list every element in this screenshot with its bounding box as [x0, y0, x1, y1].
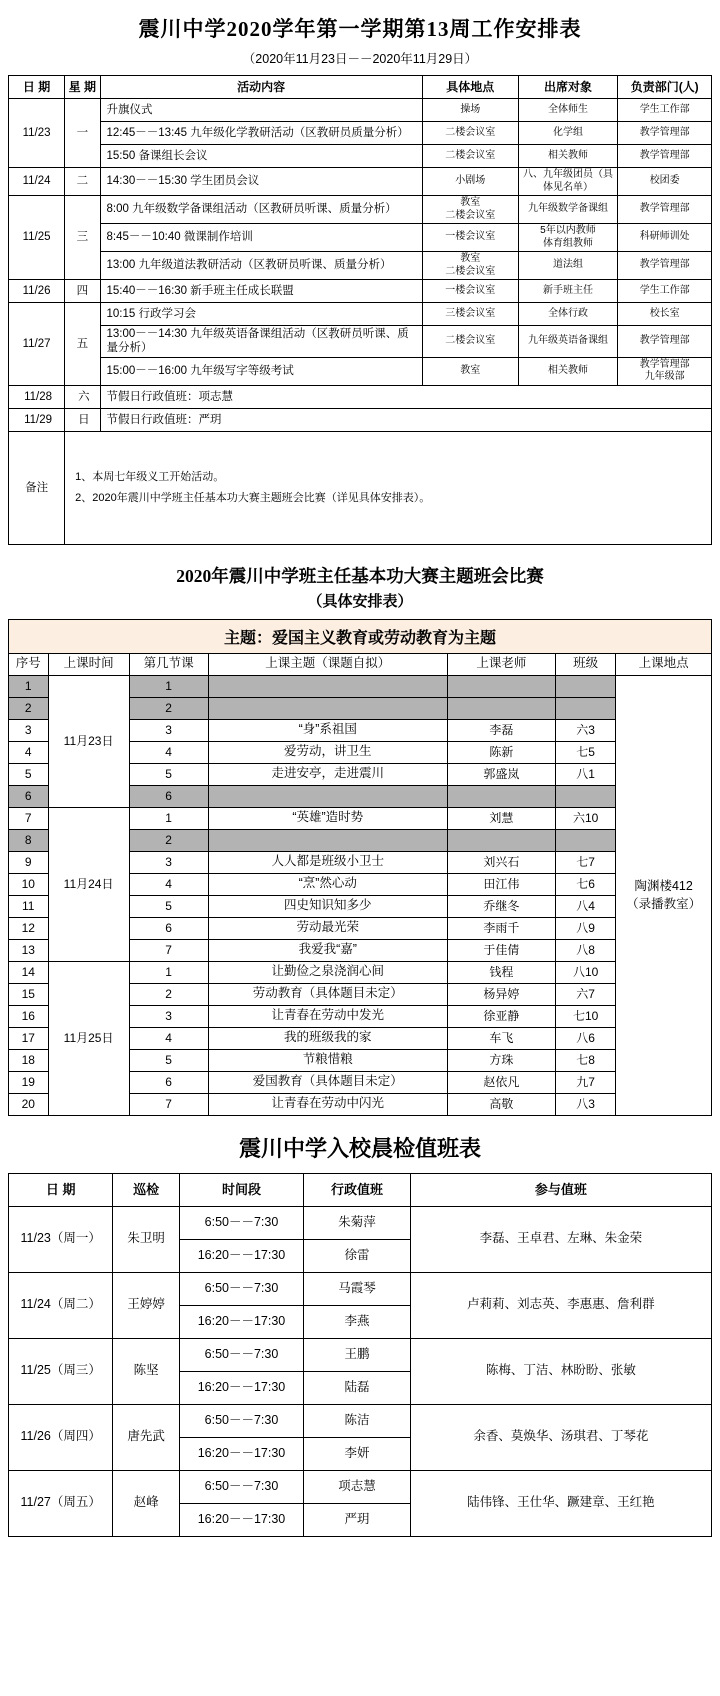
cell-period: 6 — [129, 785, 208, 807]
cell-admin-duty: 马霞琴 — [304, 1272, 410, 1305]
cell-admin-duty: 朱菊萍 — [304, 1206, 410, 1239]
cell-class: 九7 — [555, 1071, 615, 1093]
cell-class — [555, 829, 615, 851]
cell-department: 教学管理部 九年级部 — [618, 357, 712, 385]
cell-participants: 陈梅、丁洁、林盼盼、张敏 — [410, 1338, 711, 1404]
cell-topic: 劳动最光荣 — [208, 917, 447, 939]
class-meeting-table — [8, 653, 712, 1116]
cell-department: 教学管理部 — [618, 122, 712, 145]
cell-class — [555, 675, 615, 697]
table-row — [9, 1404, 712, 1437]
cell-teacher: 陈新 — [447, 741, 555, 763]
cell-period: 3 — [129, 1005, 208, 1027]
cell-teacher: 刘慧 — [447, 807, 555, 829]
cell-patrol: 陈坚 — [113, 1338, 179, 1404]
cell-attendees: 全体师生 — [518, 99, 618, 122]
cell-teacher — [447, 785, 555, 807]
cell-duty-note: 节假日行政值班：项志慧 — [100, 385, 712, 408]
cell-no: 18 — [9, 1049, 49, 1071]
cell-date: 11/23 — [9, 99, 65, 168]
cell-topic — [208, 697, 447, 719]
cell-topic: 爱国教育（具体题目未定） — [208, 1071, 447, 1093]
cell-class: 八10 — [555, 961, 615, 983]
cell-date: 11/25 — [9, 196, 65, 280]
cell-place: 一楼会议室 — [422, 224, 518, 252]
cell-topic — [208, 675, 447, 697]
cell-weekday: 日 — [65, 408, 100, 431]
cell-class — [555, 697, 615, 719]
col-timeslot: 时间段 — [179, 1173, 304, 1206]
cell-place: 一楼会议室 — [422, 280, 518, 303]
col-participants: 参与值班 — [410, 1173, 711, 1206]
cell-class: 七5 — [555, 741, 615, 763]
cell-place: 二楼会议室 — [422, 145, 518, 168]
col-weekday: 星 期 — [65, 76, 100, 99]
remark-text: 1、本周七年级义工开始活动。 2、2020年震川中学班主任基本功大赛主题班会比赛（详见具体安排表）。 — [65, 431, 712, 544]
cell-teacher: 乔继冬 — [447, 895, 555, 917]
cell-department: 教学管理部 — [618, 252, 712, 280]
cell-date: 11/29 — [9, 408, 65, 431]
cell-admin-duty: 李妍 — [304, 1437, 410, 1470]
cell-class: 八3 — [555, 1093, 615, 1115]
cell-activity: 13:00 九年级道法教研活动（区教研员听课、质量分析） — [100, 252, 422, 280]
cell-admin-duty: 王鹏 — [304, 1338, 410, 1371]
cell-activity: 升旗仪式 — [100, 99, 422, 122]
cell-period: 4 — [129, 1027, 208, 1049]
cell-no: 9 — [9, 851, 49, 873]
cell-period: 4 — [129, 873, 208, 895]
cell-attendees: 九年级英语备课组 — [518, 326, 618, 358]
cell-department: 学生工作部 — [618, 280, 712, 303]
cell-no: 15 — [9, 983, 49, 1005]
cell-no: 17 — [9, 1027, 49, 1049]
cell-place: 二楼会议室 — [422, 326, 518, 358]
cell-no: 11 — [9, 895, 49, 917]
cell-activity: 15:50 备课组长会议 — [100, 145, 422, 168]
cell-class: 八4 — [555, 895, 615, 917]
cell-period: 6 — [129, 1071, 208, 1093]
remark-label: 备注 — [9, 431, 65, 544]
cell-date: 11/24（周二） — [9, 1272, 113, 1338]
cell-place: 教室 二楼会议室 — [422, 196, 518, 224]
cell-place: 三楼会议室 — [422, 303, 518, 326]
cell-teacher: 于佳倩 — [447, 939, 555, 961]
cell-timeslot: 16:20－－17:30 — [179, 1305, 304, 1338]
cell-class: 八1 — [555, 763, 615, 785]
cell-activity: 14:30－－15:30 学生团员会议 — [100, 168, 422, 196]
cell-date: 11/23（周一） — [9, 1206, 113, 1272]
cell-teacher — [447, 675, 555, 697]
col-date: 日 期 — [9, 1173, 113, 1206]
cell-period: 2 — [129, 829, 208, 851]
table-row — [9, 1470, 712, 1503]
cell-duty-note: 节假日行政值班：严玥 — [100, 408, 712, 431]
table-row-weekend — [9, 408, 712, 431]
cell-place: 小剧场 — [422, 168, 518, 196]
table-row — [9, 99, 712, 122]
col-period: 第几节课 — [129, 653, 208, 675]
cell-teacher: 李雨千 — [447, 917, 555, 939]
cell-class: 八8 — [555, 939, 615, 961]
cell-patrol: 唐先武 — [113, 1404, 179, 1470]
cell-participants: 卢莉莉、刘志英、李惠惠、詹利群 — [410, 1272, 711, 1338]
cell-period: 3 — [129, 851, 208, 873]
cell-period: 7 — [129, 1093, 208, 1115]
cell-class: 七10 — [555, 1005, 615, 1027]
cell-date: 11/27（周五） — [9, 1470, 113, 1536]
cell-no: 20 — [9, 1093, 49, 1115]
cell-date: 11/27 — [9, 303, 65, 386]
table-row — [9, 807, 712, 829]
cell-teacher: 徐亚静 — [447, 1005, 555, 1027]
col-content: 活动内容 — [100, 76, 422, 99]
cell-admin-duty: 徐雷 — [304, 1239, 410, 1272]
cell-period: 1 — [129, 675, 208, 697]
table-header-row — [9, 653, 712, 675]
cell-attendees: 新手班主任 — [518, 280, 618, 303]
page-title-morning-check: 震川中学入校晨检值班表 — [238, 1135, 481, 1161]
cell-patrol: 赵峰 — [113, 1470, 179, 1536]
table-row — [9, 145, 712, 168]
cell-activity: 8:45－－10:40 微课制作培训 — [100, 224, 422, 252]
cell-teacher: 田江伟 — [447, 873, 555, 895]
cell-timeslot: 6:50－－7:30 — [179, 1206, 304, 1239]
col-topic: 上课主题（课题自拟） — [208, 653, 447, 675]
table-row — [9, 168, 712, 196]
cell-department: 教学管理部 — [618, 196, 712, 224]
cell-class: 六3 — [555, 719, 615, 741]
cell-department: 学生工作部 — [618, 99, 712, 122]
cell-admin-duty: 陆磊 — [304, 1371, 410, 1404]
week-schedule-table — [8, 75, 712, 545]
page-title-week-schedule: 震川中学2020学年第一学期第13周工作安排表 — [138, 17, 582, 41]
table-header-row — [9, 76, 712, 99]
cell-teacher: 钱程 — [447, 961, 555, 983]
cell-department: 校长室 — [618, 303, 712, 326]
cell-period: 6 — [129, 917, 208, 939]
cell-class: 七8 — [555, 1049, 615, 1071]
table-row — [9, 675, 712, 697]
cell-topic: 我爱我“嘉” — [208, 939, 447, 961]
cell-admin-duty: 陈洁 — [304, 1404, 410, 1437]
cell-no: 3 — [9, 719, 49, 741]
cell-place: 教室 — [422, 357, 518, 385]
col-date: 日 期 — [9, 76, 65, 99]
table-row — [9, 196, 712, 224]
col-department: 负责部门(人) — [618, 76, 712, 99]
cell-teacher — [447, 697, 555, 719]
cell-no: 5 — [9, 763, 49, 785]
table-row — [9, 1272, 712, 1305]
cell-teacher: 刘兴石 — [447, 851, 555, 873]
cell-activity: 15:00－－16:00 九年级写字等级考试 — [100, 357, 422, 385]
cell-period: 5 — [129, 895, 208, 917]
cell-weekday: 四 — [65, 280, 100, 303]
cell-weekday: 三 — [65, 196, 100, 280]
cell-date: 11/26（周四） — [9, 1404, 113, 1470]
cell-no: 12 — [9, 917, 49, 939]
cell-no: 2 — [9, 697, 49, 719]
cell-teacher: 高敬 — [447, 1093, 555, 1115]
cell-period: 2 — [129, 983, 208, 1005]
theme-banner: 主题：爱国主义教育或劳动教育为主题 — [8, 619, 712, 653]
cell-topic — [208, 785, 447, 807]
cell-topic: 走进安亭，走进震川 — [208, 763, 447, 785]
cell-teacher: 郭盛岚 — [447, 763, 555, 785]
table-row-remark — [9, 431, 712, 544]
cell-no: 4 — [9, 741, 49, 763]
cell-timeslot: 16:20－－17:30 — [179, 1437, 304, 1470]
table-row — [9, 357, 712, 385]
cell-weekday: 二 — [65, 168, 100, 196]
cell-date: 11/25（周三） — [9, 1338, 113, 1404]
cell-department: 教学管理部 — [618, 326, 712, 358]
cell-department: 校团委 — [618, 168, 712, 196]
cell-place: 二楼会议室 — [422, 122, 518, 145]
cell-no: 10 — [9, 873, 49, 895]
cell-class: 八6 — [555, 1027, 615, 1049]
col-location: 上课地点 — [616, 653, 712, 675]
cell-activity: 15:40－－16:30 新手班主任成长联盟 — [100, 280, 422, 303]
cell-place: 操场 — [422, 99, 518, 122]
cell-weekday: 五 — [65, 303, 100, 386]
cell-no: 13 — [9, 939, 49, 961]
page-subtitle-class-meeting: （具体安排表） — [307, 593, 413, 610]
cell-topic: 让青春在劳动中发光 — [208, 1005, 447, 1027]
cell-period: 2 — [129, 697, 208, 719]
cell-topic: 让勤俭之泉浇润心间 — [208, 961, 447, 983]
table-row — [9, 280, 712, 303]
cell-attendees: 全体行政 — [518, 303, 618, 326]
cell-class: 六10 — [555, 807, 615, 829]
cell-timeslot: 16:20－－17:30 — [179, 1239, 304, 1272]
cell-topic: 劳动教育（具体题目未定） — [208, 983, 447, 1005]
cell-date: 11/26 — [9, 280, 65, 303]
table-row-weekend — [9, 385, 712, 408]
cell-class: 八9 — [555, 917, 615, 939]
cell-period: 4 — [129, 741, 208, 763]
cell-teacher: 方珠 — [447, 1049, 555, 1071]
cell-patrol: 朱卫明 — [113, 1206, 179, 1272]
cell-class — [555, 785, 615, 807]
cell-class-date: 11月24日 — [48, 807, 129, 961]
cell-topic: 四史知识知多少 — [208, 895, 447, 917]
cell-weekday: 一 — [65, 99, 100, 168]
week-date-range: （2020年11月23日－－2020年11月29日） — [242, 52, 478, 66]
cell-teacher: 杨异婷 — [447, 983, 555, 1005]
cell-topic: 人人都是班级小卫士 — [208, 851, 447, 873]
page-title-class-meeting: 2020年震川中学班主任基本功大赛主题班会比赛 — [176, 565, 544, 586]
col-class: 班级 — [555, 653, 615, 675]
table-header-row — [9, 1173, 712, 1206]
cell-activity: 13:00－－14:30 九年级英语备课组活动（区教研员听课、质量分析） — [100, 326, 422, 358]
table-row — [9, 224, 712, 252]
cell-patrol: 王婷婷 — [113, 1272, 179, 1338]
cell-no: 8 — [9, 829, 49, 851]
cell-weekday: 六 — [65, 385, 100, 408]
cell-admin-duty: 项志慧 — [304, 1470, 410, 1503]
cell-period: 5 — [129, 763, 208, 785]
cell-timeslot: 6:50－－7:30 — [179, 1338, 304, 1371]
cell-participants: 李磊、王卓君、左琳、朱金荣 — [410, 1206, 711, 1272]
table-row — [9, 122, 712, 145]
cell-admin-duty: 李燕 — [304, 1305, 410, 1338]
cell-participants: 余香、莫焕华、汤琪君、丁琴花 — [410, 1404, 711, 1470]
cell-attendees: 相关教师 — [518, 357, 618, 385]
cell-period: 5 — [129, 1049, 208, 1071]
cell-topic: “烹”然心动 — [208, 873, 447, 895]
table-row — [9, 1206, 712, 1239]
cell-activity: 10:15 行政学习会 — [100, 303, 422, 326]
cell-period: 3 — [129, 719, 208, 741]
cell-attendees: 九年级数学备课组 — [518, 196, 618, 224]
cell-location: 陶渊楼412 （录播教室） — [616, 675, 712, 1115]
cell-activity: 8:00 九年级数学备课组活动（区教研员听课、质量分析） — [100, 196, 422, 224]
cell-timeslot: 6:50－－7:30 — [179, 1404, 304, 1437]
table-row — [9, 303, 712, 326]
morning-check-table — [8, 1173, 712, 1537]
cell-class: 七7 — [555, 851, 615, 873]
cell-topic: 让青春在劳动中闪光 — [208, 1093, 447, 1115]
col-class-date: 上课时间 — [48, 653, 129, 675]
cell-timeslot: 6:50－－7:30 — [179, 1272, 304, 1305]
cell-department: 教学管理部 — [618, 145, 712, 168]
cell-place: 教室 二楼会议室 — [422, 252, 518, 280]
cell-topic: 节粮惜粮 — [208, 1049, 447, 1071]
col-teacher: 上课老师 — [447, 653, 555, 675]
cell-attendees: 化学组 — [518, 122, 618, 145]
cell-topic — [208, 829, 447, 851]
cell-participants: 陆伟锋、王仕华、蹶建章、王红艳 — [410, 1470, 711, 1536]
cell-class: 六7 — [555, 983, 615, 1005]
cell-teacher — [447, 829, 555, 851]
cell-no: 19 — [9, 1071, 49, 1093]
cell-no: 1 — [9, 675, 49, 697]
cell-attendees: 5年以内教师 体育组教师 — [518, 224, 618, 252]
col-attendees: 出席对象 — [518, 76, 618, 99]
table-row — [9, 961, 712, 983]
cell-no: 16 — [9, 1005, 49, 1027]
cell-timeslot: 16:20－－17:30 — [179, 1371, 304, 1404]
cell-timeslot: 6:50－－7:30 — [179, 1470, 304, 1503]
cell-class-date: 11月25日 — [48, 961, 129, 1115]
cell-attendees: 八、九年级团员（具体见名单） — [518, 168, 618, 196]
table-row — [9, 326, 712, 358]
cell-class-date: 11月23日 — [48, 675, 129, 807]
col-patrol: 巡检 — [113, 1173, 179, 1206]
cell-date: 11/28 — [9, 385, 65, 408]
cell-timeslot: 16:20－－17:30 — [179, 1503, 304, 1536]
cell-admin-duty: 严玥 — [304, 1503, 410, 1536]
cell-teacher: 车飞 — [447, 1027, 555, 1049]
col-no: 序号 — [9, 653, 49, 675]
cell-teacher: 李磊 — [447, 719, 555, 741]
cell-topic: 我的班级我的家 — [208, 1027, 447, 1049]
cell-attendees: 道法组 — [518, 252, 618, 280]
cell-topic: 爱劳动，讲卫生 — [208, 741, 447, 763]
cell-activity: 12:45－－13:45 九年级化学教研活动（区教研员质量分析） — [100, 122, 422, 145]
cell-date: 11/24 — [9, 168, 65, 196]
cell-topic: “身”系祖国 — [208, 719, 447, 741]
cell-department: 科研师训处 — [618, 224, 712, 252]
cell-teacher: 赵依凡 — [447, 1071, 555, 1093]
cell-period: 7 — [129, 939, 208, 961]
col-admin-duty: 行政值班 — [304, 1173, 410, 1206]
cell-no: 7 — [9, 807, 49, 829]
cell-topic: “英雄”造时势 — [208, 807, 447, 829]
cell-period: 1 — [129, 961, 208, 983]
cell-class: 七6 — [555, 873, 615, 895]
col-place: 具体地点 — [422, 76, 518, 99]
cell-no: 14 — [9, 961, 49, 983]
cell-period: 1 — [129, 807, 208, 829]
cell-no: 6 — [9, 785, 49, 807]
cell-attendees: 相关教师 — [518, 145, 618, 168]
table-row — [9, 1338, 712, 1371]
table-row — [9, 252, 712, 280]
